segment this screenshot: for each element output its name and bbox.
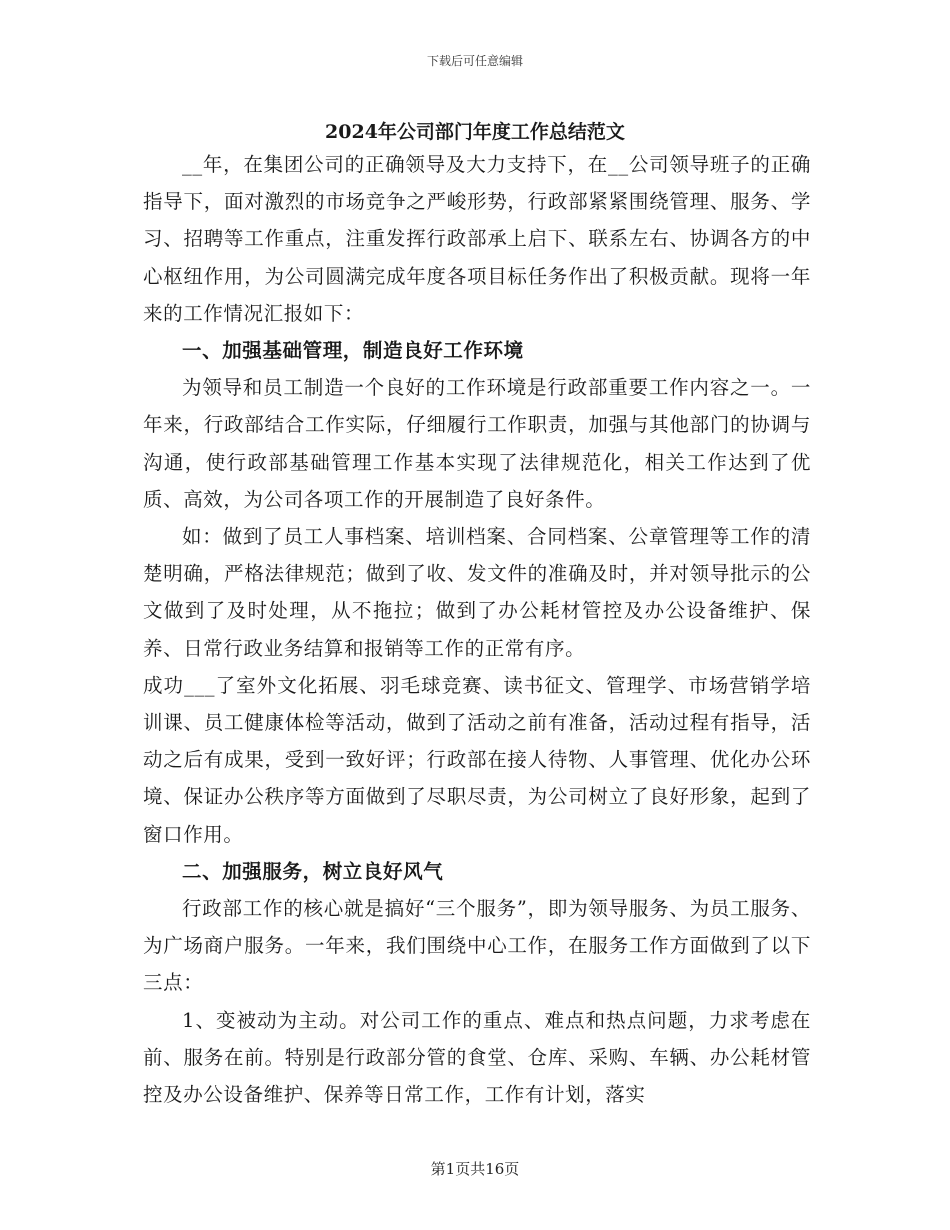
- page-footer: 第1页共16页: [430, 1160, 520, 1178]
- page-header: 下载后可任意编辑: [426, 54, 523, 68]
- paragraph: 1、变被动为主动。对公司工作的重点、难点和热点问题，力求考虑在前、服务在前。特别是行政部分管的食堂、仓库、采购、车辆、办公耗材管控及办公设备维护、保养等日常工作，工作有计划，落实: [143, 1008, 811, 1107]
- paragraph: 为领导和员工制造一个良好的工作环境是行政部重要工作内容之一。一年来，行政部结合工作实际，仔细履行工作职责，加强与其他部门的协调与沟通，使行政部基础管理工作基本实现了法律规范化，相关工作达到了优质、高效，为公司各项工作的开展制造了良好条件。: [143, 376, 811, 511]
- paragraph: 如：做到了员工人事档案、培训档案、合同档案、公章管理等工作的清楚明确，严格法律规范；做到了收、发文件的准确及时，并对领导批示的公文做到了及时处理，从不拖拉；做到了办公耗材管控及办公设备维护、保养、日常行政业务结算和报销等工作的正常有序。: [143, 525, 811, 660]
- section-heading-2: 二、加强服务，树立良好风气: [182, 859, 444, 883]
- intro-paragraph: __年，在集团公司的正确领导及大力支持下，在__公司领导班子的正确指导下，面对激烈的市场竞争之严峻形势，行政部紧紧围绕管理、服务、学习、招聘等工作重点，注重发挥行政部承上启下、联系左右、协调各方的中心枢纽作用，为公司圆满完成年度各项目标任务作出了积极贡献。现将一年来的工作情况汇报如下：: [143, 153, 811, 325]
- paragraph: 行政部工作的核心就是搞好“三个服务”，即为领导服务、为员工服务、为广场商户服务。一年来，我们围绕中心工作，在服务工作方面做到了以下三点：: [143, 897, 811, 995]
- section-heading-1: 一、加强基础管理，制造良好工作环境: [182, 339, 524, 363]
- paragraph: 成功___了室外文化拓展、羽毛球竞赛、读书征文、管理学、市场营销学培训课、员工健康体检等活动，做到了活动之前有准备，活动过程有指导，活动之后有成果，受到一致好评；行政部在接人待物、人事管理、优化办公环境、保证办公秩序等方面做到了尽职尽责，为公司树立了良好形象，起到了窗口作用。: [143, 673, 811, 846]
- document-body: [143, 146, 811, 1113]
- document-title: 2024年公司部门年度工作总结范文: [325, 121, 625, 143]
